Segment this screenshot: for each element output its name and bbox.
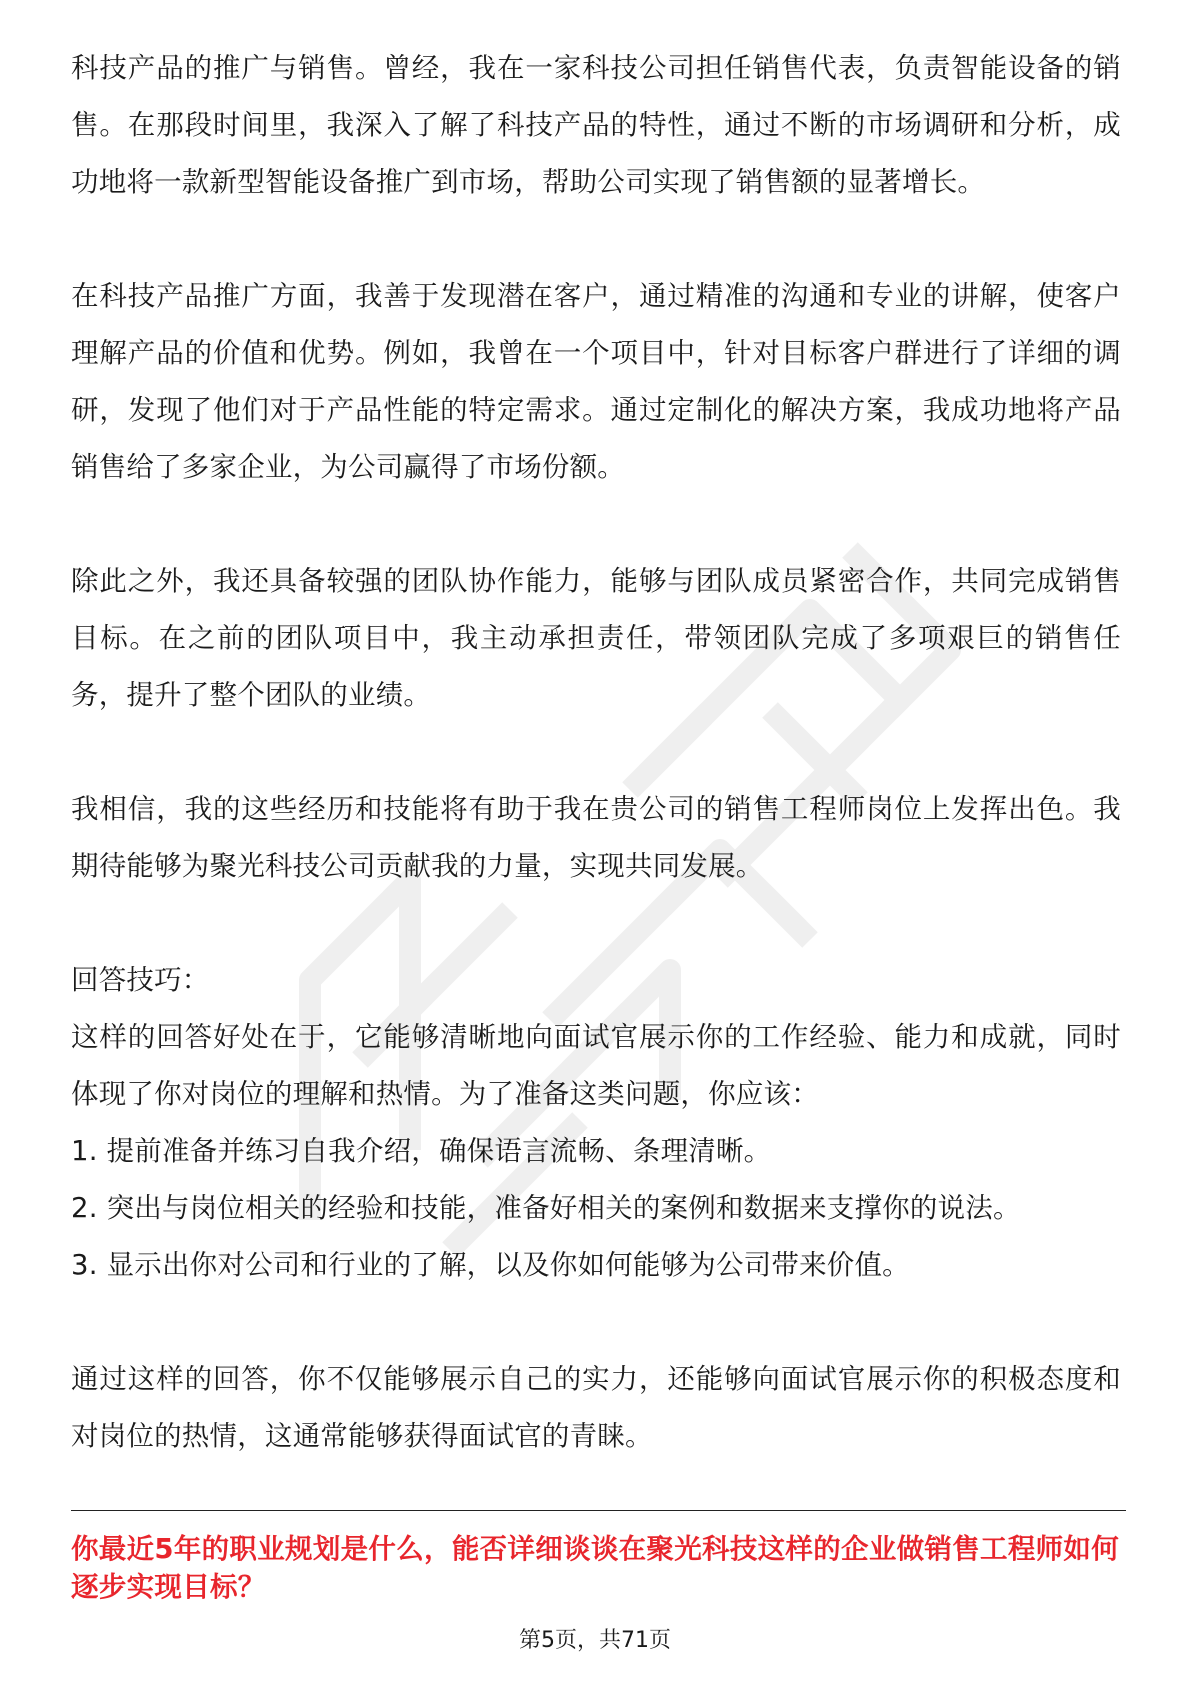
main-content bbox=[71, 40, 1121, 1465]
paragraph-closing: 我相信，我的这些经历和技能将有助于我在贵公司的销售工程师岗位上发挥出色。我期待能够为聚光科技公司贡献我的力量，实现共同发展。 bbox=[71, 793, 1121, 882]
tips-heading: 回答技巧： bbox=[71, 964, 210, 996]
paragraph-experience: 科技产品的推广与销售。曾经，我在一家科技公司担任销售代表，负责智能设备的销售。在那段时间里，我深入了解了科技产品的特性，通过不断的市场调研和分析，成功地将一款新型智能设备推广到市场，帮助公司实现了销售额的显著增长。 bbox=[71, 52, 1121, 198]
tips-intro: 这样的回答好处在于，它能够清晰地向面试官展示你的工作经验、能力和成就，同时体现了你对岗位的理解和热情。为了准备这类问题，你应该： bbox=[71, 1021, 1121, 1110]
tips-section bbox=[71, 952, 1121, 1294]
next-question-heading: 你最近5年的职业规划是什么，能否详细谈谈在聚光科技这样的企业做销售工程师如何逐步实现目标？ bbox=[71, 1533, 1120, 1603]
paragraph-promotion: 在科技产品推广方面，我善于发现潜在客户，通过精准的沟通和专业的讲解，使客户理解产品的价值和优势。例如，我曾在一个项目中，针对目标客户群进行了详细的调研，发现了他们对于产品性能的特定需求。通过定制化的解决方案，我成功地将产品销售给了多家企业，为公司赢得了市场份额。 bbox=[71, 280, 1121, 483]
tips-item-3: 3. 显示出你对公司和行业的了解，以及你如何能够为公司带来价值。 bbox=[71, 1249, 910, 1281]
paragraph-teamwork: 除此之外，我还具备较强的团队协作能力，能够与团队成员紧密合作，共同完成销售目标。在之前的团队项目中，我主动承担责任，带领团队完成了多项艰巨的销售任务，提升了整个团队的业绩。 bbox=[71, 565, 1121, 711]
tips-item-2: 2. 突出与岗位相关的经验和技能，准备好相关的案例和数据来支撑你的说法。 bbox=[71, 1192, 1021, 1224]
paragraph-conclusion: 通过这样的回答，你不仅能够展示自己的实力，还能够向面试官展示你的积极态度和对岗位的热情，这通常能够获得面试官的青睐。 bbox=[71, 1363, 1121, 1452]
page-number-footer: 第5页，共71页 bbox=[519, 1628, 671, 1653]
section-divider bbox=[71, 1510, 1126, 1511]
tips-item-1: 1. 提前准备并练习自我介绍，确保语言流畅、条理清晰。 bbox=[71, 1135, 772, 1167]
